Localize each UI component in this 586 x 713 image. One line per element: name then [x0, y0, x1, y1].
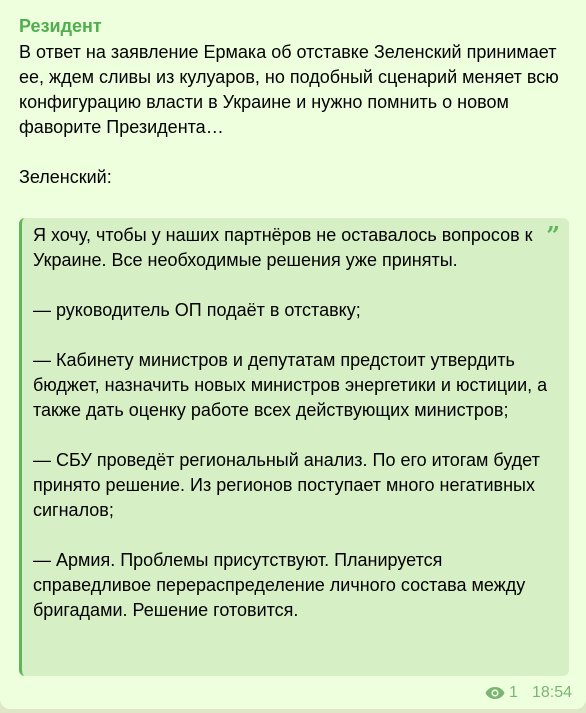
- quote-text: Я хочу, чтобы у наших партнёров не оставалось вопросов к Украине. Все необходимые решения уже приняты. — руководитель ОП подаёт в отставку; — Кабинету министров и депутатам предстоит утвердить бюджет, назначить новых министров энергетики и юстиции, а также дать оценку работе всех действующих министров; — СБУ проведёт региональный анализ. По его итогам будет принято решение. Из регионов поступает много негативных сигналов; — Армия. Проблемы присутствуют. Планируется справедливое перераспределение личного состава между бригадами. Решение готовится.: [33, 225, 548, 620]
- quote-icon: ”: [546, 221, 560, 250]
- eye-icon: [485, 686, 505, 700]
- blockquote: [19, 218, 569, 676]
- message-time: 18:54: [531, 684, 572, 701]
- message-text: В ответ на заявление Ермака об отставке Зеленский принимает ее, ждем сливы из кулуаров, но подобный сценарий меняет всю конфигурацию власти в Украине и нужно помнить о новом фаворите Президента… Зеленский:: [19, 42, 559, 187]
- sender-name[interactable]: Резидент: [19, 16, 102, 36]
- message-meta: [485, 682, 572, 704]
- view-count: 1: [509, 684, 518, 701]
